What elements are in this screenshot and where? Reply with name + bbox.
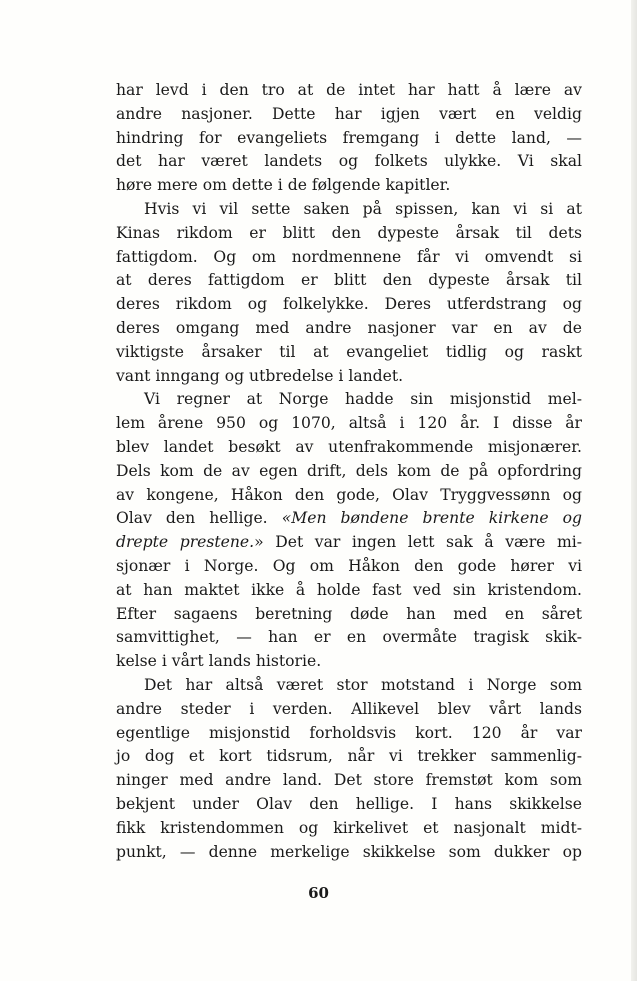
- text-line: fattigdom. Og om nordmennene får vi omvendt si: [116, 247, 582, 266]
- text-line: Hvis vi vil sette saken på spissen, kan vi si at: [144, 199, 582, 218]
- text-line: Kinas rikdom er blitt den dypeste årsak til dets: [116, 223, 582, 242]
- text-line: sjonær i Norge. Og om Håkon den gode hører vi: [116, 556, 582, 575]
- text-line: Efter sagaens beretning døde han med en såret: [116, 604, 582, 623]
- text-line: vant inngang og utbredelse i landet.: [116, 366, 404, 385]
- text-line: Olav den hellige. «Men bøndene brente kirkene og: [116, 509, 583, 528]
- text-line: av kongene, Håkon den gode, Olav Tryggvessønn og: [116, 485, 582, 504]
- text-line: samvittighet, — han er en overmåte tragisk skik-: [116, 628, 582, 647]
- text-line: jo dog et kort tidsrum, når vi trekker sammenlig-: [116, 747, 582, 766]
- text-line: viktigste årsaker til at evangeliet tidlig og raskt: [116, 342, 582, 361]
- text-line: ninger med andre land. Det store fremstøt kom som: [116, 771, 582, 790]
- body-text: [116, 79, 582, 864]
- text-line: punkt, — denne merkelige skikkelse som dukker op: [116, 842, 582, 861]
- text-line: andre steder i verden. Allikevel blev vårt lands: [116, 699, 582, 718]
- text-line: det har været landets og folkets ulykke. Vi skal: [116, 152, 582, 171]
- text-line: at deres fattigdom er blitt den dypeste årsak til: [116, 271, 582, 290]
- text-line: hindring for evangeliets fremgang i dette land, —: [116, 128, 582, 147]
- text-line: blev landet besøkt av utenfrakommende misjonærer.: [116, 437, 582, 456]
- text-line: drepte prestene.» Det var ingen lett sak å være mi-: [116, 533, 582, 552]
- text-line: lem årene 950 og 1070, altså i 120 år. I disse år: [116, 414, 582, 433]
- page-number: 60: [308, 884, 329, 902]
- text-line: deres omgang med andre nasjoner var en av de: [116, 318, 582, 337]
- text-line: Vi regner at Norge hadde sin misjonstid mel-: [144, 390, 582, 409]
- text-line: at han maktet ikke å holde fast ved sin kristendom.: [116, 580, 582, 599]
- text-line: fikk kristendommen og kirkelivet et nasjonalt midt-: [116, 818, 582, 837]
- text-line: deres rikdom og folkelykke. Deres utferdstrang og: [116, 295, 582, 314]
- page-edge: [631, 0, 637, 981]
- text-line: Det har altså været stor motstand i Norge som: [144, 675, 582, 694]
- text-line: egentlige misjonstid forholdsvis kort. 120 år var: [116, 723, 582, 742]
- text-line: bekjent under Olav den hellige. I hans skikkelse: [116, 794, 582, 813]
- text-line: Dels kom de av egen drift, dels kom de på opfordring: [116, 461, 582, 480]
- text-line: høre mere om dette i de følgende kapitler.: [116, 176, 451, 195]
- text-line: kelse i vårt lands historie.: [116, 652, 322, 671]
- text-line: andre nasjoner. Dette har igjen vært en veldig: [116, 104, 582, 123]
- text-line: har levd i den tro at de intet har hatt å lære av: [116, 81, 582, 99]
